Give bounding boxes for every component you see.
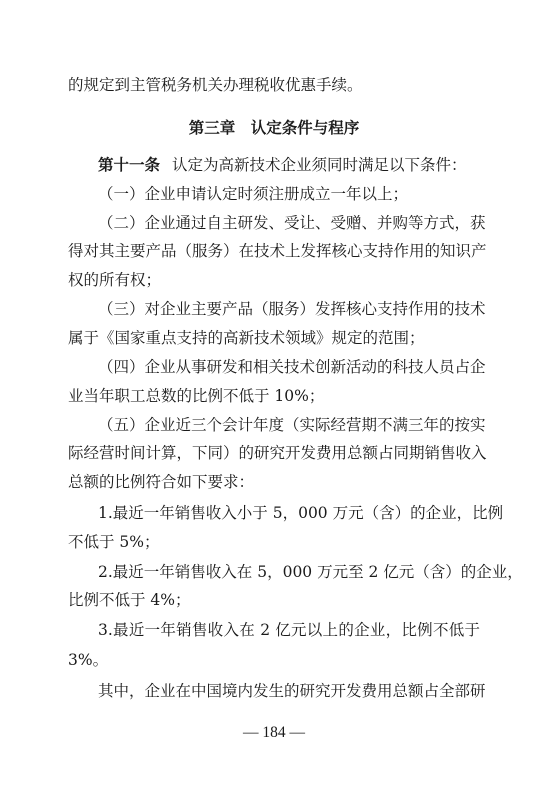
- item-1: （一）企业申请认定时须注册成立一年以上；: [98, 185, 409, 203]
- item-4-line-1: （四）企业从事研发和相关技术创新活动的科技人员占企: [98, 358, 486, 376]
- page-number: — 184 —: [243, 724, 305, 741]
- item-4-line-2: 业当年职工总数的比例不低于 10%；: [68, 387, 325, 405]
- item-3-line-1: （三）对企业主要产品（服务）发挥核心支持作用的技术: [98, 300, 486, 318]
- article-11-line: [98, 155, 480, 175]
- article-label: 第十一条: [98, 156, 161, 174]
- chapter-heading: 第三章 认定条件与程序: [188, 119, 360, 137]
- sub-item-1-line-1: 1.最近一年销售收入小于 5，000 万元（含）的企业，比例: [98, 504, 504, 522]
- sub-item-3-line-2: 3%。: [68, 651, 109, 669]
- sub-item-2-line-2: 比例不低于 4%；: [68, 591, 191, 609]
- sub-item-1-line-2: 不低于 5%；: [68, 533, 160, 551]
- item-2-line-2: 得对其主要产品（服务）在技术上发挥核心支持作用的知识产: [68, 242, 487, 260]
- item-3-line-2: 属于《国家重点支持的高新技术领域》规定的范围；: [68, 329, 425, 347]
- item-5-line-3: 总额的比例符合如下要求：: [68, 473, 255, 491]
- item-2-line-1: （二）企业通过自主研发、受让、受赠、并购等方式，获: [98, 214, 486, 232]
- item-5-line-2: 际经营时间计算，下同）的研究开发费用总额占同期销售收入: [68, 444, 487, 462]
- item-2-line-3: 权的所有权；: [68, 271, 162, 289]
- item-5-line-1: （五）企业近三个会计年度（实际经营期不满三年的按实: [98, 416, 486, 434]
- sub-item-3-line-1: 3.最近一年销售收入在 2 亿元以上的企业，比例不低于: [98, 621, 480, 639]
- article-intro: 认定为高新技术企业须同时满足以下条件：: [172, 156, 467, 174]
- closing-line: 其中，企业在中国境内发生的研究开发费用总额占全部研: [98, 682, 486, 700]
- continuation-text: 的规定到主管税务机关办理税收优惠手续。: [68, 76, 363, 94]
- sub-item-2-line-1: 2.最近一年销售收入在 5，000 万元至 2 亿元（含）的企业，: [98, 563, 523, 581]
